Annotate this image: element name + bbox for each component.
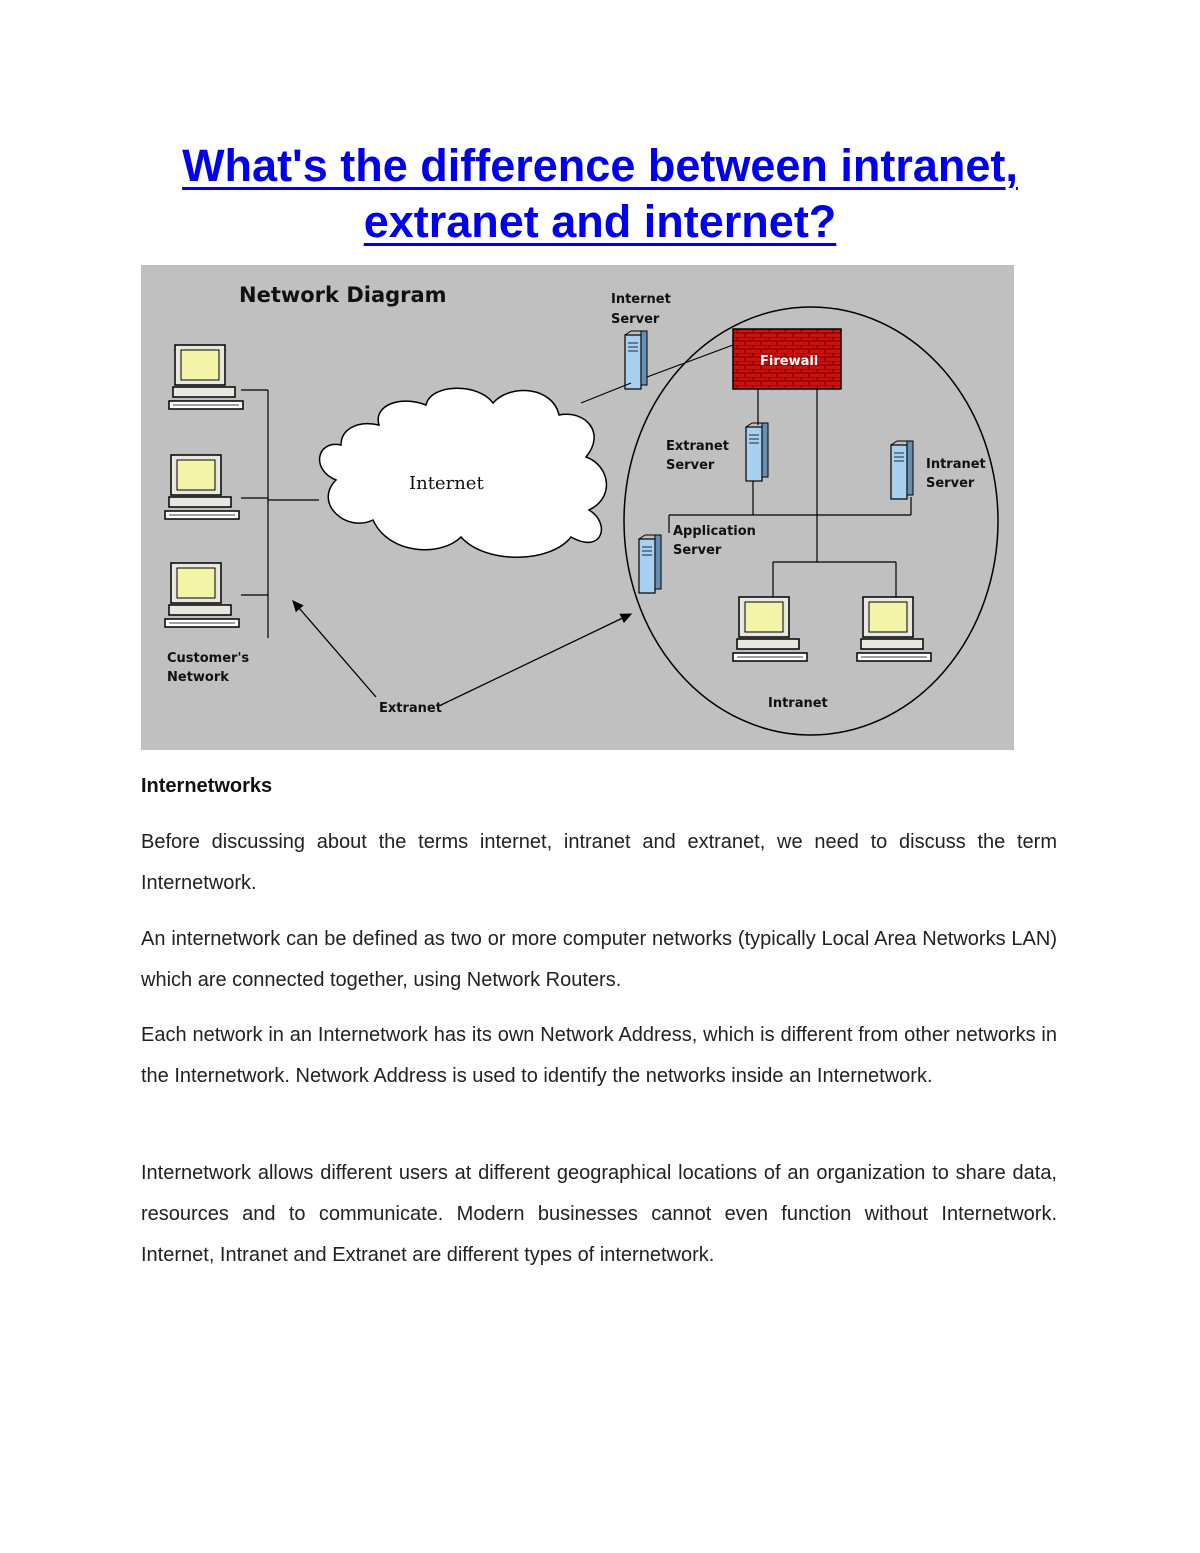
title-line-2[interactable]: extranet and internet? [363,196,837,247]
network-diagram [141,265,1014,750]
section-heading: Internetworks [141,775,273,797]
title-line-1[interactable]: What's the difference between intranet, [182,140,1018,191]
extranet-server-label: Extranet Server [666,439,729,473]
extranet-server-icon [746,423,768,481]
internet-server-icon [625,331,647,389]
paragraph: Each network in an Internetwork has its own Network Address, which is different from other networks in the Internetwork. Network Address is used to identify the networks inside an Internetwork. [141,1024,1057,1087]
customers-network-label: Customer's Network [167,651,250,685]
intranet-server-icon [891,441,913,499]
paragraph: Before discussing about the terms internet, intranet and extranet, we need to discuss the term Internetwork. [141,831,1057,894]
internet-server-label: Internet Server [611,292,671,327]
intranet-server-label: Intranet Server [926,457,986,491]
page-title[interactable] [100,138,1100,250]
extranet-label: Extranet [379,701,442,716]
diagram-heading: Network Diagram [239,283,447,307]
paragraph: An internetwork can be defined as two or more computer networks (typically Local Area Networks LAN) which are connected together, using Network Routers. [141,928,1057,991]
paragraph: Internetwork allows different users at different geographical locations of an organization to share data, resources and to communicate. Modern businesses cannot even function without Internetwork. Internet, Intranet and Extranet are different types of internetwork. [141,1162,1057,1266]
intranet-label: Intranet [768,696,828,711]
application-server-label: Application Server [673,524,756,558]
firewall-label: Firewall [760,354,819,369]
internet-cloud-label: Internet [409,473,484,494]
application-server-icon [639,535,661,593]
